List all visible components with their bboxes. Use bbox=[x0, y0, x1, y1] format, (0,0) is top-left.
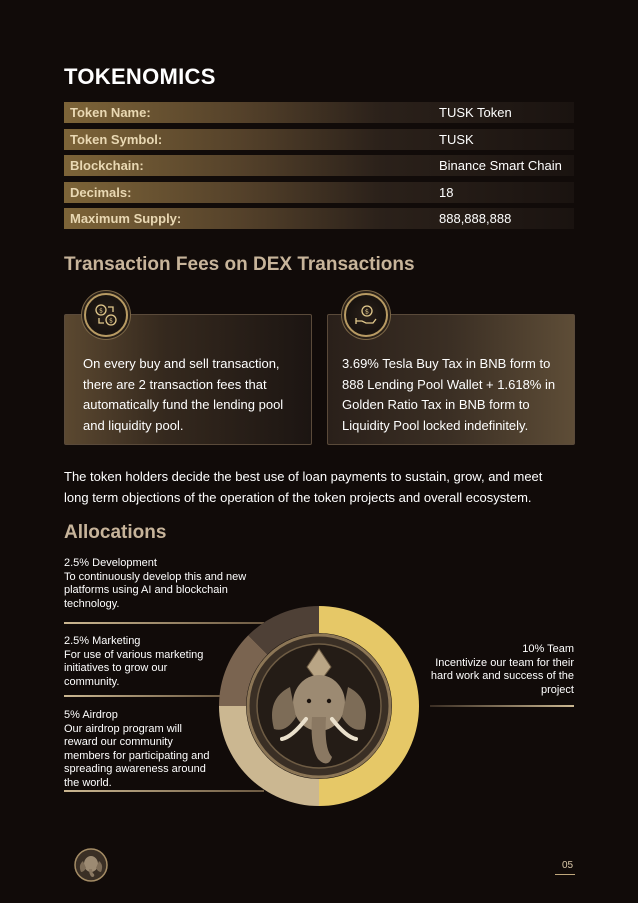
svg-text:$: $ bbox=[99, 307, 103, 315]
allocation-donut-chart bbox=[218, 605, 420, 807]
allocation-line: project bbox=[540, 683, 574, 696]
fee-line: On every buy and sell transaction, bbox=[83, 356, 280, 371]
fee-line: automatically fund the lending pool bbox=[83, 397, 284, 412]
allocation-line: For use of various marketing bbox=[64, 648, 204, 661]
fee-line: Liquidity Pool locked indefinitely. bbox=[342, 417, 529, 433]
page-number: 05 bbox=[562, 860, 574, 871]
token-row-label: Token Name: bbox=[70, 105, 151, 120]
allocation-line: technology. bbox=[64, 597, 120, 610]
exchange-coins-icon-svg bbox=[93, 302, 119, 328]
allocation-team bbox=[400, 643, 574, 697]
token-row bbox=[64, 182, 574, 203]
paragraph-line: long term objections of the operation of the token projects and overall ecosystem. bbox=[64, 490, 532, 505]
allocation-line: spreading awareness around bbox=[64, 763, 206, 776]
paragraph-line: The token holders decide the best use of loan payments to sustain, grow, and meet bbox=[64, 469, 543, 484]
allocation-divider bbox=[430, 705, 574, 707]
allocation-line: initiatives to grow our bbox=[64, 662, 168, 675]
token-row-label: Token Symbol: bbox=[70, 131, 163, 147]
elephant-coin-image bbox=[248, 635, 390, 777]
token-row bbox=[64, 129, 574, 150]
allocation-title: 10% Team bbox=[522, 643, 574, 655]
svg-text:$: $ bbox=[364, 307, 370, 316]
allocation-title: 2.5% Marketing bbox=[64, 635, 141, 647]
svg-text:$: $ bbox=[109, 317, 113, 325]
elephant-logo bbox=[74, 848, 108, 882]
token-row-value: TUSK bbox=[439, 131, 474, 147]
token-row bbox=[64, 102, 574, 123]
allocation-marketing bbox=[64, 635, 203, 689]
allocation-line: hard work and success of the bbox=[430, 670, 574, 683]
allocation-airdrop bbox=[64, 709, 210, 791]
allocation-divider bbox=[64, 695, 224, 697]
allocation-line: Incentivize our team for their bbox=[435, 656, 574, 669]
allocation-title: 2.5% Development bbox=[64, 557, 157, 569]
allocation-development bbox=[64, 557, 246, 611]
token-row-label: Blockchain: bbox=[70, 158, 144, 173]
token-row-value: TUSK Token bbox=[439, 105, 512, 120]
token-row-label: Maximum Supply: bbox=[70, 211, 182, 226]
hand-coin-icon bbox=[344, 293, 388, 337]
token-row-value: Binance Smart Chain bbox=[439, 158, 562, 173]
allocation-line: reward our community bbox=[64, 736, 173, 749]
fee-card-right-text bbox=[342, 354, 555, 436]
token-table bbox=[64, 102, 574, 235]
allocations-heading: Allocations bbox=[64, 522, 167, 543]
page-title: TOKENOMICS bbox=[64, 64, 216, 89]
hand-coin-icon-svg bbox=[353, 302, 379, 328]
token-row bbox=[64, 208, 574, 229]
fee-card-left-text bbox=[83, 354, 283, 436]
fee-line: 888 Lending Pool Wallet + 1.618% in bbox=[342, 376, 556, 392]
fee-line: Golden Ratio Tax in BNB form to bbox=[342, 397, 530, 412]
token-row-label: Decimals: bbox=[70, 184, 132, 200]
token-row-value: 888,888,888 bbox=[439, 211, 512, 226]
allocation-line: To continuously develop this and new bbox=[64, 570, 247, 583]
fee-line: there are 2 transaction fees that bbox=[83, 376, 267, 392]
exchange-coins-icon bbox=[84, 293, 128, 337]
allocation-line: platforms using AI and blockchain bbox=[64, 584, 228, 597]
page-number-underline bbox=[555, 874, 575, 875]
allocation-line: Our airdrop program will bbox=[64, 722, 182, 735]
allocation-line: the world. bbox=[64, 776, 112, 789]
fee-line: 3.69% Tesla Buy Tax in BNB form to bbox=[342, 356, 551, 371]
fees-heading: Transaction Fees on DEX Transactions bbox=[64, 254, 415, 275]
token-row-value: 18 bbox=[439, 184, 454, 200]
fee-line: and liquidity pool. bbox=[83, 417, 184, 433]
token-row bbox=[64, 155, 574, 176]
holders-paragraph bbox=[64, 466, 584, 508]
allocation-line: members for participating and bbox=[64, 749, 210, 762]
allocation-line: community. bbox=[64, 675, 120, 688]
allocation-title: 5% Airdrop bbox=[64, 709, 118, 721]
